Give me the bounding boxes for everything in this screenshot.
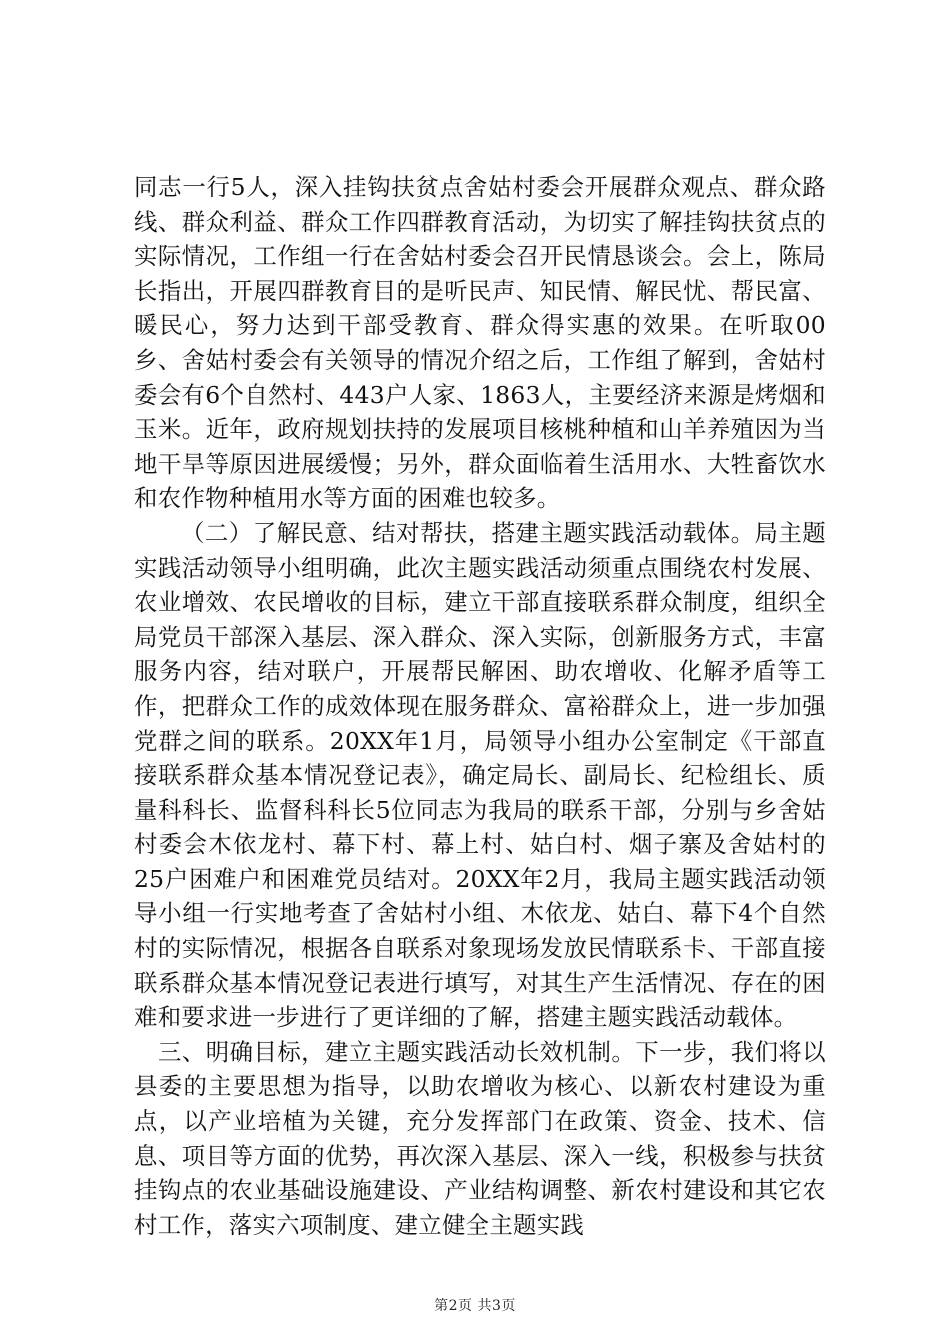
- paragraph-section-three: 三、明确目标，建立主题实践活动长效机制。下一步，我们将以县委的主要思想为指导，以助农增收为核心、以新农村建设为重点，以产业培植为关键，充分发挥部门在政策、资金、技术、信息、项目等方面的优势，再次深入基层、深入一线，积极参与扶贫挂钩点的农业基础设施建设、产业结构调整、新农村建设和其它农村工作，落实六项制度、建立健全主题实践: [134, 1037, 826, 1239]
- paragraph-continuation: 同志一行5人，深入挂钩扶贫点舍姑村委会开展群众观点、群众路线、群众利益、群众工作四群教育活动，为切实了解挂钩扶贫点的实际情况，工作组一行在舍姑村委会召开民情恳谈会。会上，陈局长指出，开展四群教育目的是听民声、知民情、解民忧、帮民富、暖民心，努力达到干部受教育、群众得实惠的效果。在听取00乡、舍姑村委会有关领导的情况介绍之后，工作组了解到，舍姑村委会有6个自然村、443户人家、1863人，主要经济来源是烤烟和玉米。近年，政府规划扶持的发展项目核桃种植和山羊养殖因为当地干旱等原因进展缓慢；另外，群众面临着生活用水、大牲畜饮水和农作物种植用水等方面的困难也较多。: [134, 173, 826, 513]
- paragraph-section-two: （二）了解民意、结对帮扶，搭建主题实践活动载体。局主题实践活动领导小组明确，此次主题实践活动须重点围绕农村发展、农业增效、农民增收的目标，建立干部直接联系群众制度，组织全局党员干部深入基层、深入群众、深入实际，创新服务方式，丰富服务内容，结对联户，开展帮民解困、助农增收、化解矛盾等工作，把群众工作的成效体现在服务群众、富裕群众上，进一步加强党群之间的联系。20XX年1月，局领导小组办公室制定《干部直接联系群众基本情况登记表》，确定局长、副局长、纪检组长、质量科科长、监督科科长5位同志为我局的联系干部，分别与乡舍姑村委会木依龙村、幕下村、幕上村、姑白村、烟子寨及舍姑村的25户困难户和困难党员结对。20XX年2月，我局主题实践活动领导小组一行实地考查了舍姑村小组、木依龙、姑白、幕下4个自然村的实际情况，根据各自联系对象现场发放民情联系卡、干部直接联系群众基本情况登记表进行填写，对其生产生活情况、存在的困难和要求进一步进行了更详细的了解，搭建主题实践活动载体。: [134, 518, 826, 1032]
- page-footer: 第2页 共3页: [434, 1298, 516, 1314]
- document-body: [134, 170, 826, 1242]
